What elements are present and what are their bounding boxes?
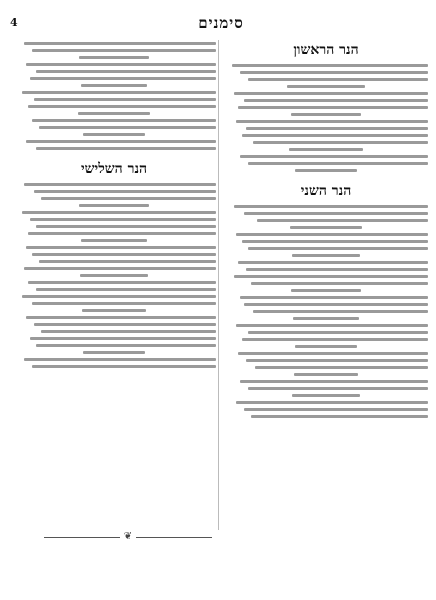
section-heading-first: הנר הראשון — [293, 42, 359, 58]
column-divider — [218, 40, 219, 530]
end-ornament-rule — [44, 532, 212, 542]
left-column-upper-body — [12, 42, 216, 150]
section-heading-third: הנר השלישי — [80, 161, 148, 177]
left-column — [12, 36, 216, 368]
ornament-icon: ❦ — [123, 531, 133, 542]
section-heading-second: הנר השני — [300, 183, 352, 199]
section-body-second — [224, 205, 428, 418]
right-column — [224, 36, 428, 418]
page-number: 4 — [10, 16, 18, 29]
section-body-third — [12, 183, 216, 368]
page-header: סימנים — [198, 14, 244, 32]
section-body-first — [224, 64, 428, 172]
